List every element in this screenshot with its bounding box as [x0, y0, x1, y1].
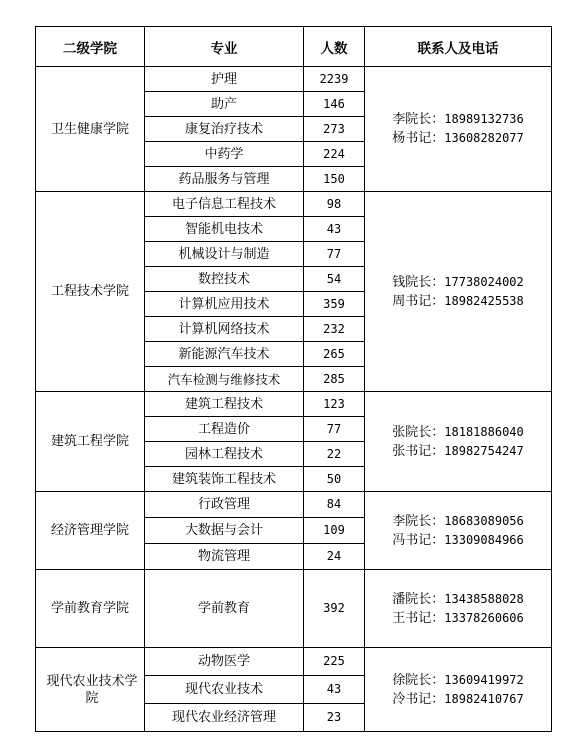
contact-title: 杨书记： — [392, 131, 445, 146]
major-name: 智能机电技术 — [145, 217, 304, 242]
contact-line — [367, 110, 549, 129]
major-name: 康复治疗技术 — [145, 117, 304, 142]
major-name: 现代农业技术 — [145, 676, 304, 704]
major-name: 工程造价 — [145, 417, 304, 442]
student-count: 43 — [304, 217, 365, 242]
major-name: 电子信息工程技术 — [145, 192, 304, 217]
contact-phone: 17738024002 — [444, 274, 524, 289]
contact-title: 李院长： — [392, 513, 445, 529]
major-name: 计算机应用技术 — [145, 292, 304, 317]
contact-title: 张书记： — [392, 443, 445, 459]
student-count: 273 — [304, 117, 365, 142]
contact-line — [367, 531, 549, 550]
contact-phone: 18181886040 — [444, 424, 524, 439]
major-name: 园林工程技术 — [145, 442, 304, 467]
student-count: 146 — [304, 92, 365, 117]
contact-info — [365, 492, 552, 570]
contact-title: 钱院长： — [392, 274, 445, 290]
contact-line — [367, 671, 549, 690]
contact-phone: 18982410767 — [444, 691, 524, 706]
contact-title: 潘院长： — [392, 591, 445, 607]
contact-line — [367, 273, 549, 292]
contact-info — [365, 392, 552, 492]
student-count: 359 — [304, 292, 365, 317]
college-name: 建筑工程学院 — [36, 392, 145, 492]
table-row — [36, 67, 552, 92]
contact-line — [367, 129, 549, 148]
major-name: 数控技术 — [145, 267, 304, 292]
major-name: 护理 — [145, 67, 304, 92]
contact-info — [365, 67, 552, 192]
contact-title: 王书记： — [392, 610, 445, 626]
student-count: 150 — [304, 167, 365, 192]
header-college: 二级学院 — [36, 27, 145, 67]
contact-phone: 18982754247 — [444, 443, 524, 458]
student-count: 123 — [304, 392, 365, 417]
contact-phone: 18989132736 — [444, 112, 524, 126]
contact-info — [365, 648, 552, 732]
student-count: 285 — [304, 367, 365, 392]
table-row — [36, 570, 552, 648]
major-name: 大数据与会计 — [145, 518, 304, 544]
contact-info — [365, 570, 552, 648]
student-count: 22 — [304, 442, 365, 467]
student-count: 54 — [304, 267, 365, 292]
college-name: 现代农业技术学院 — [36, 648, 145, 732]
major-name: 中药学 — [145, 142, 304, 167]
enrollment-table — [35, 26, 552, 732]
table-row — [36, 392, 552, 417]
major-name: 物流管理 — [145, 544, 304, 570]
contact-phone: 13378260606 — [444, 610, 524, 625]
college-name: 学前教育学院 — [36, 570, 145, 648]
contact-line — [367, 512, 549, 531]
table-row — [36, 192, 552, 217]
college-name: 工程技术学院 — [36, 192, 145, 392]
contact-title: 冷书记： — [392, 691, 445, 707]
major-name: 药品服务与管理 — [145, 167, 304, 192]
contact-line — [367, 590, 549, 609]
header-major: 专业 — [145, 27, 304, 67]
major-name: 计算机网络技术 — [145, 317, 304, 342]
table-body — [36, 67, 552, 732]
major-name: 新能源汽车技术 — [145, 342, 304, 367]
contact-line — [367, 690, 549, 709]
header-row — [36, 27, 552, 67]
student-count: 84 — [304, 492, 365, 518]
major-name: 学前教育 — [145, 570, 304, 648]
major-name: 动物医学 — [145, 648, 304, 676]
student-count: 43 — [304, 676, 365, 704]
contact-phone: 13608282077 — [444, 131, 524, 145]
major-name: 建筑装饰工程技术 — [145, 467, 304, 492]
student-count: 2239 — [304, 67, 365, 92]
student-count: 98 — [304, 192, 365, 217]
major-name: 助产 — [145, 92, 304, 117]
contact-line — [367, 609, 549, 628]
college-name: 卫生健康学院 — [36, 67, 145, 192]
contact-line — [367, 292, 549, 311]
student-count: 224 — [304, 142, 365, 167]
contact-title: 李院长： — [392, 112, 445, 127]
contact-phone: 13309084966 — [444, 532, 524, 547]
student-count: 109 — [304, 518, 365, 544]
contact-title: 徐院长： — [392, 672, 445, 688]
student-count: 225 — [304, 648, 365, 676]
contact-line — [367, 442, 549, 461]
student-count: 77 — [304, 417, 365, 442]
table-row — [36, 648, 552, 676]
contact-line — [367, 423, 549, 442]
table-row — [36, 492, 552, 518]
major-name: 现代农业经济管理 — [145, 704, 304, 732]
major-name: 行政管理 — [145, 492, 304, 518]
header-count: 人数 — [304, 27, 365, 67]
contact-phone: 13438588028 — [444, 591, 524, 606]
student-count: 232 — [304, 317, 365, 342]
header-contact: 联系人及电话 — [365, 27, 552, 67]
contact-title: 周书记： — [392, 293, 445, 309]
college-name: 经济管理学院 — [36, 492, 145, 570]
contact-phone: 18683089056 — [444, 513, 524, 528]
student-count: 265 — [304, 342, 365, 367]
contact-info — [365, 192, 552, 392]
major-name: 机械设计与制造 — [145, 242, 304, 267]
student-count: 77 — [304, 242, 365, 267]
student-count: 24 — [304, 544, 365, 570]
contact-phone: 13609419972 — [444, 672, 524, 687]
student-count: 50 — [304, 467, 365, 492]
contact-title: 张院长： — [392, 424, 445, 440]
major-name: 建筑工程技术 — [145, 392, 304, 417]
contact-phone: 18982425538 — [444, 293, 524, 308]
contact-title: 冯书记： — [392, 532, 445, 548]
student-count: 392 — [304, 570, 365, 648]
student-count: 23 — [304, 704, 365, 732]
major-name: 汽车检测与维修技术 — [145, 367, 304, 392]
